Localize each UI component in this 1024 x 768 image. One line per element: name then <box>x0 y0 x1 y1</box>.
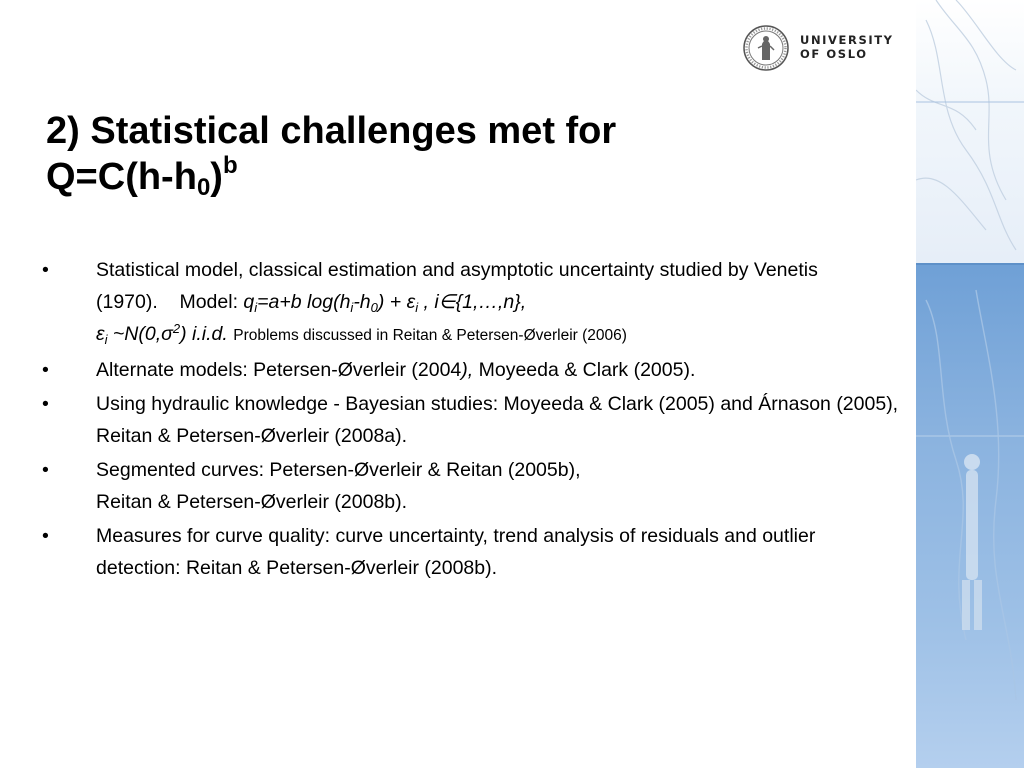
bullet-item-curve-quality <box>40 520 900 584</box>
slide-title-line1: 2) Statistical challenges met for <box>46 110 617 152</box>
formula-part: ~N(0, <box>107 323 162 345</box>
title-formula-paren: ) <box>210 156 223 198</box>
formula-part: -h <box>353 291 371 313</box>
bullet-text: Statistical model, classical estimation and asymptotic uncertainty studied by Venetis (1970). <box>96 259 818 313</box>
bullet-marker: • <box>42 393 49 415</box>
formula-subscript: i <box>254 300 258 315</box>
formula-subscript: i <box>415 300 419 315</box>
formula-subscript: i <box>350 300 354 315</box>
side-sculpture-art <box>916 0 1024 768</box>
formula-part: ) + <box>377 291 407 313</box>
formula-part: =a+b log(h <box>257 291 351 313</box>
formula-superscript: 2 <box>172 321 181 336</box>
bullet-item-hydraulic-knowledge <box>40 388 900 452</box>
bullet-item-statistical-model <box>40 254 900 352</box>
formula-part: , i∈{1,…,n}, <box>418 291 527 313</box>
university-name-line2: OF OSLO <box>800 47 868 61</box>
bullet-list <box>40 254 900 586</box>
bullet-note: Problems discussed in Reitan & Petersen-Øverleir (2006) <box>233 327 627 344</box>
title-formula-subscript: 0 <box>196 174 211 201</box>
formula-part: ) i.i.d. <box>180 323 228 345</box>
university-logo <box>742 22 912 76</box>
bullet-text: Segmented curves: Petersen-Øverleir & Reitan (2005b), <box>96 459 581 481</box>
decorative-side-panel <box>916 0 1024 768</box>
university-seal-icon <box>742 24 790 72</box>
slide-title-line2 <box>46 154 866 200</box>
bullet-item-alternate-models <box>40 354 900 386</box>
formula-epsilon: ε <box>406 291 416 313</box>
slide-title <box>46 108 866 200</box>
bullet-text-italic: ), <box>461 359 474 381</box>
bullet-text: Alternate models: Petersen-Øverleir (2004 <box>96 359 462 381</box>
formula-epsilon: ε <box>96 323 105 345</box>
bullet-marker: • <box>42 525 49 547</box>
formula-sigma: σ <box>161 323 173 345</box>
formula-subscript: i <box>104 332 108 347</box>
title-formula-superscript: b <box>222 152 238 179</box>
university-name <box>800 33 894 61</box>
bullet-marker: • <box>42 359 49 381</box>
university-name-line1: UNIVERSITY <box>800 33 894 47</box>
formula-subscript: 0 <box>370 300 378 315</box>
model-label: Model: <box>179 291 238 313</box>
bullet-marker: • <box>42 459 49 481</box>
bullet-marker: • <box>42 259 49 281</box>
bullet-text: Using hydraulic knowledge - Bayesian studies: Moyeeda & Clark (2005) and Árnason (2005), Reitan & Petersen-Øverleir (2008a). <box>96 393 899 447</box>
formula-part: q <box>243 291 255 313</box>
title-formula-prefix: Q=C(h-h <box>46 156 197 198</box>
bullet-text: Moyeeda & Clark (2005). <box>473 359 696 381</box>
bullet-item-segmented-curves <box>40 454 900 518</box>
bullet-text: Measures for curve quality: curve uncertainty, trend analysis of residuals and outlier detection: Reitan & Petersen-Øverleir (2008b). <box>96 525 816 579</box>
bullet-text: Reitan & Petersen-Øverleir (2008b). <box>96 491 408 513</box>
